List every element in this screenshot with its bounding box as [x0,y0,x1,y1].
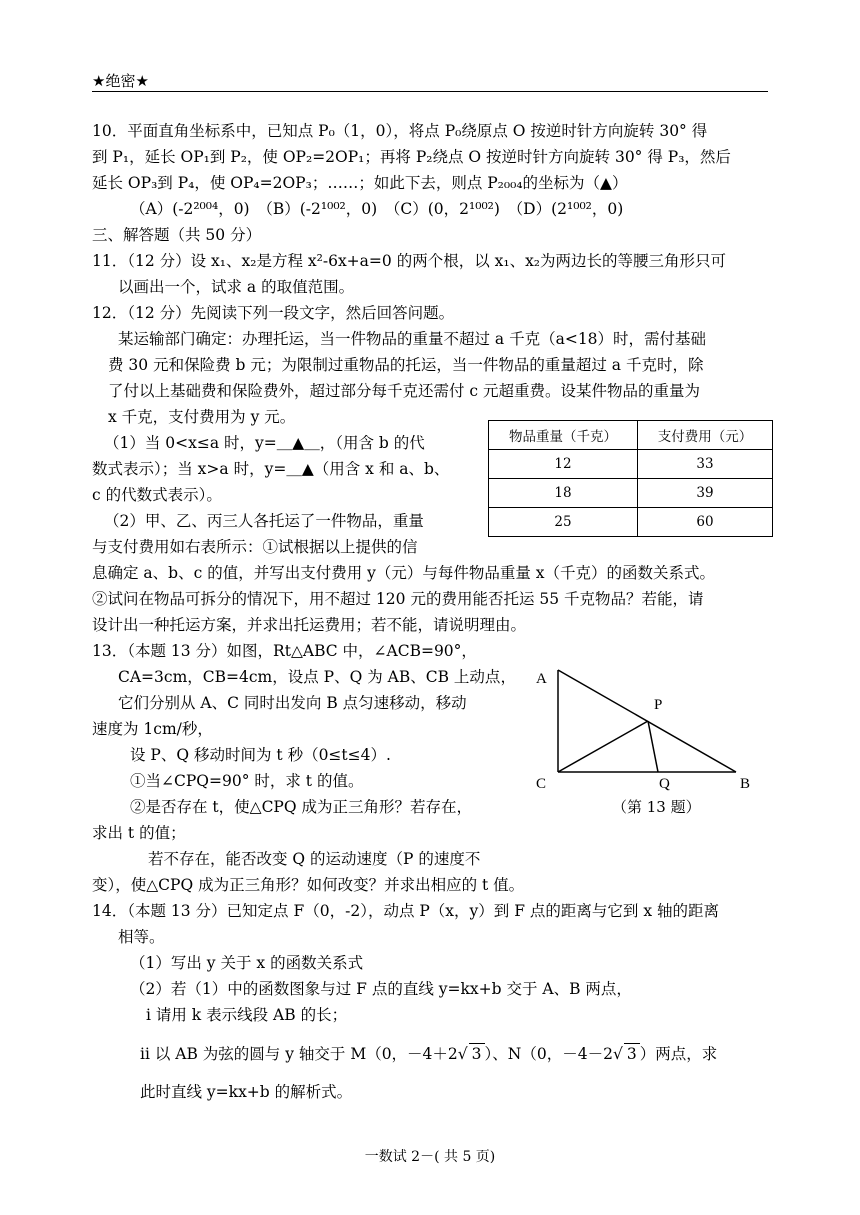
fee-table [488,420,773,537]
table-cell: 12 [489,450,638,479]
q13-line7: ②是否存在 t，使△CPQ 成为正三角形？若存在， [130,798,473,816]
q14-line6 [140,1043,717,1064]
q12-sub1-line2: 数式表示）；当 x>a 时，y=＿▲（用含 x 和 a、b、 [92,460,450,478]
q14-line5: ⅰ 请用 k 表示线段 AB 的长； [146,1006,348,1024]
header-rule [92,91,768,92]
q13-line9: 若不存在，能否改变 Q 的运动速度（P 的速度不 [148,850,481,868]
q13-line10: 变），使△CPQ 成为正三角形？如何改变？并求出相应的 t 值。 [92,876,525,894]
q12-sub2-line3: 息确定 a、b、c 的值，并写出支付费用 y（元）与每件物品重量 x（千克）的函数关系式。 [92,564,716,582]
table-row [489,450,773,479]
label-q: Q [659,776,670,792]
q13-line2: CA=3cm，CB=4cm，设点 P、Q 为 AB、CB 上动点， [118,668,516,686]
page-footer: 一数试 2－( 共 5 页) [364,1149,496,1165]
table-cell: 33 [638,450,773,479]
segment-cp [558,721,648,772]
q13-line1: 13．（本题 13 分）如图，Rt△ABC 中，∠ACB=90°， [92,642,477,660]
section3-title: 三、解答题（共 50 分） [92,226,262,244]
label-p: P [654,697,663,713]
figure-caption: （第 13 题） [612,798,701,816]
q14-line6-part2: ）、N（0，－4－2 [484,1045,613,1063]
label-c: C [536,776,547,792]
confidential-mark: ★绝密★ [92,72,149,90]
q13-line3: 它们分别从 A、C 同时出发向 B 点匀速移动，移动 [118,694,467,712]
q12-para-line4: x 千克，支付费用为 y 元。 [108,408,296,426]
triangle-figure [528,665,768,815]
q12-para-line3: 了付以上基础费和保险费外，超过部分每千克还需付 c 元超重费。设某件物品的重量为 [108,382,701,400]
sqrt-icon: √ [612,1045,623,1063]
q12-sub2-line2: 与支付费用如右表所示：①试根据以上提供的信 [92,538,418,556]
q12-sub2-line1: （2）甲、乙、丙三人各托运了一件物品，重量 [104,512,424,530]
table-cell: 18 [489,479,638,508]
q12-para-line2: 费 30 元和保险费 b 元；为限制过重物品的托运，当一件物品的重量超过 a 千克时，除 [108,356,704,374]
q12-sub2-line5: 设计出一种托运方案，并求出托运费用；若不能，请说明理由。 [92,616,527,634]
q10-line3: 延长 OP₃到 P₄，使 OP₄=2OP₃；……；如此下去，则点 P₂₀₀₄的坐标为（▲） [92,174,628,192]
table-header-row [489,421,773,450]
table-cell: 60 [638,508,773,537]
sqrt-radicand: 3 [469,1043,485,1064]
sqrt-radicand: 3 [624,1043,640,1064]
q12-sub1-line1: （1）当 0<x≤a 时，y=＿▲＿，（用含 b 的代 [104,434,425,452]
q10-line1: 10．平面直角坐标系中，已知点 P₀（1，0），将点 P₀绕原点 O 按逆时针方向旋转 30° 得 [92,122,708,140]
segment-pq [648,721,658,772]
q14-line6-part1: ⅱ 以 AB 为弦的圆与 y 轴交于 M（0，－4＋2 [140,1045,458,1063]
q14-line4: （2）若（1）中的函数图象与过 F 点的直线 y=kx+b 交于 A、B 两点， [130,980,632,998]
q13-line6: ①当∠CPQ=90° 时，求 t 的值。 [130,772,364,790]
q14-line2: 相等。 [118,928,165,946]
table-header-weight: 物品重量（千克） [489,421,638,450]
q12-line1: 12．（12 分）先阅读下列一段文字，然后回答问题。 [92,304,455,322]
q11-line1: 11．（12 分）设 x₁、x₂是方程 x²-6x+a=0 的两个根，以 x₁、x₂为两边长的等腰三角形只可 [92,252,727,270]
q13-line8: 求出 t 的值； [92,824,186,842]
table-header-fee: 支付费用（元） [638,421,773,450]
q14-line7: 此时直线 y=kx+b 的解析式。 [140,1083,353,1101]
table-row [489,479,773,508]
q10-options: （A）(-2²⁰⁰⁴，0) （B）(-2¹⁰⁰²，0) （C）(0，2¹⁰⁰²) （D）(2¹⁰⁰²，0) [130,200,624,218]
label-b: B [740,776,751,792]
sqrt-icon: √ [457,1045,468,1063]
q10-line2: 到 P₁，延长 OP₁到 P₂，使 OP₂=2OP₁；再将 P₂绕点 O 按逆时针方向旋转 30° 得 P₃，然后 [92,148,731,166]
table-cell: 39 [638,479,773,508]
label-a: A [536,671,547,687]
table-cell: 25 [489,508,638,537]
q12-sub2-line4: ②试问在物品可拆分的情况下，用不超过 120 元的费用能否托运 55 千克物品？若能，请 [92,590,704,608]
q14-line6-part3: ）两点，求 [639,1045,718,1063]
table-row [489,508,773,537]
q13-line4: 速度为 1cm/秒， [92,720,213,738]
q12-para-line1: 某运输部门确定：办理托运，当一件物品的重量不超过 a 千克（a<18）时，需付基础 [118,330,707,348]
q14-line1: 14．（本题 13 分）已知定点 F（0，-2），动点 P（x，y）到 F 点的距离与它到 x 轴的距离 [92,902,720,920]
q11-line2: 以画出一个，试求 a 的取值范围。 [118,278,355,296]
q14-line3: （1）写出 y 关于 x 的函数关系式 [130,954,364,972]
q12-sub1-line3: c 的代数式表示）。 [92,486,222,504]
q13-line5: 设 P、Q 移动时间为 t 秒（0≤t≤4）. [130,746,391,764]
